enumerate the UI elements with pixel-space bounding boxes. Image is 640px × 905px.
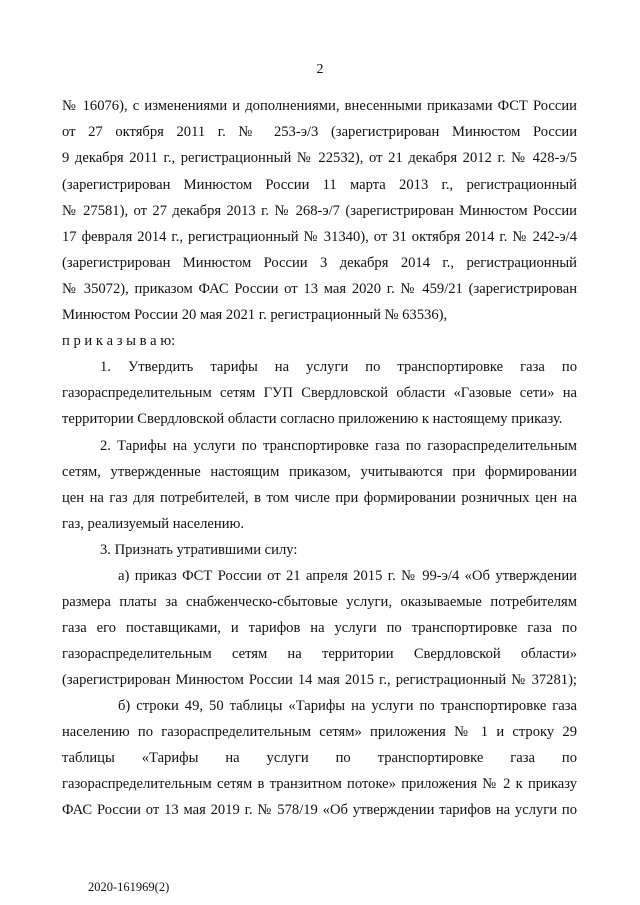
text-line: б) строки 49, 50 таблицы «Тарифы на услуги по транспортировке газа (118, 698, 577, 714)
text-line: сетям, утвержденные настоящим приказом, учитываются при формировании (62, 464, 577, 480)
text-line: 2. Тарифы на услуги по транспортировке газа по газораспределительным (100, 438, 577, 454)
text-line: размера платы за снабженческо-сбытовые услуги, оказываемые потребителям (62, 594, 577, 610)
text-line: таблицы «Тарифы на услуги по транспортировке газа по (62, 750, 577, 766)
order-word: п р и к а з ы в а ю: (62, 333, 176, 349)
text-line: газа его поставщиками, и тарифов на услуги по транспортировке газа по (62, 620, 577, 636)
text-line: населению по газораспределительным сетям» приложения № 1 и строку 29 (62, 724, 577, 740)
text-line: 3. Признать утратившими силу: (100, 542, 298, 558)
text-line: № 35072), приказом ФАС России от 13 мая 2020 г. № 459/21 (зарегистрирован (62, 281, 577, 297)
text-line: цен на газ для потребителей, в том числе при формировании розничных цен на (62, 490, 577, 506)
text-line: 17 февраля 2014 г., регистрационный № 31340), от 31 октября 2014 г. № 242-э/4 (62, 229, 577, 245)
text-line: (зарегистрирован Минюстом России 11 марта 2013 г., регистрационный (62, 177, 577, 193)
text-line: газораспределительным сетям в транзитном потоке» приложения № 2 к приказу (62, 776, 577, 792)
text-line: (зарегистрирован Минюстом России 14 мая 2015 г., регистрационный № 37281); (62, 672, 577, 688)
text-line: № 16076), с изменениями и дополнениями, внесенными приказами ФСТ России (62, 98, 577, 114)
text-line: от 27 октября 2011 г. № 253-э/3 (зарегистрирован Минюстом России (62, 124, 577, 140)
text-line: 1. Утвердить тарифы на услуги по транспортировке газа по (100, 359, 577, 375)
page-number: 2 (316, 62, 324, 77)
text-line: газораспределительным сетям ГУП Свердловской области «Газовые сети» на (62, 385, 577, 401)
text-line: № 27581), от 27 декабря 2013 г. № 268-э/7 (зарегистрирован Минюстом России (62, 203, 577, 219)
text-line: 9 декабря 2011 г., регистрационный № 22532), от 21 декабря 2012 г. № 428-э/5 (62, 150, 577, 166)
document-code: 2020-161969(2) (88, 880, 170, 894)
text-line: газораспределительным сетям на территории Свердловской области» (62, 646, 577, 662)
text-line: газ, реализуемый населению. (62, 516, 245, 532)
text-line: (зарегистрирован Минюстом России 3 декабря 2014 г., регистрационный (62, 255, 577, 271)
text-line: ФАС России от 13 мая 2019 г. № 578/19 «Об утверждении тарифов на услуги по (62, 802, 577, 818)
text-line: Минюстом России 20 мая 2021 г. регистрационный № 63536), (62, 307, 448, 323)
text-line: территории Свердловской области согласно приложению к настоящему приказу. (62, 411, 563, 427)
text-line: а) приказ ФСТ России от 21 апреля 2015 г. № 99-э/4 «Об утверждении (118, 568, 577, 584)
